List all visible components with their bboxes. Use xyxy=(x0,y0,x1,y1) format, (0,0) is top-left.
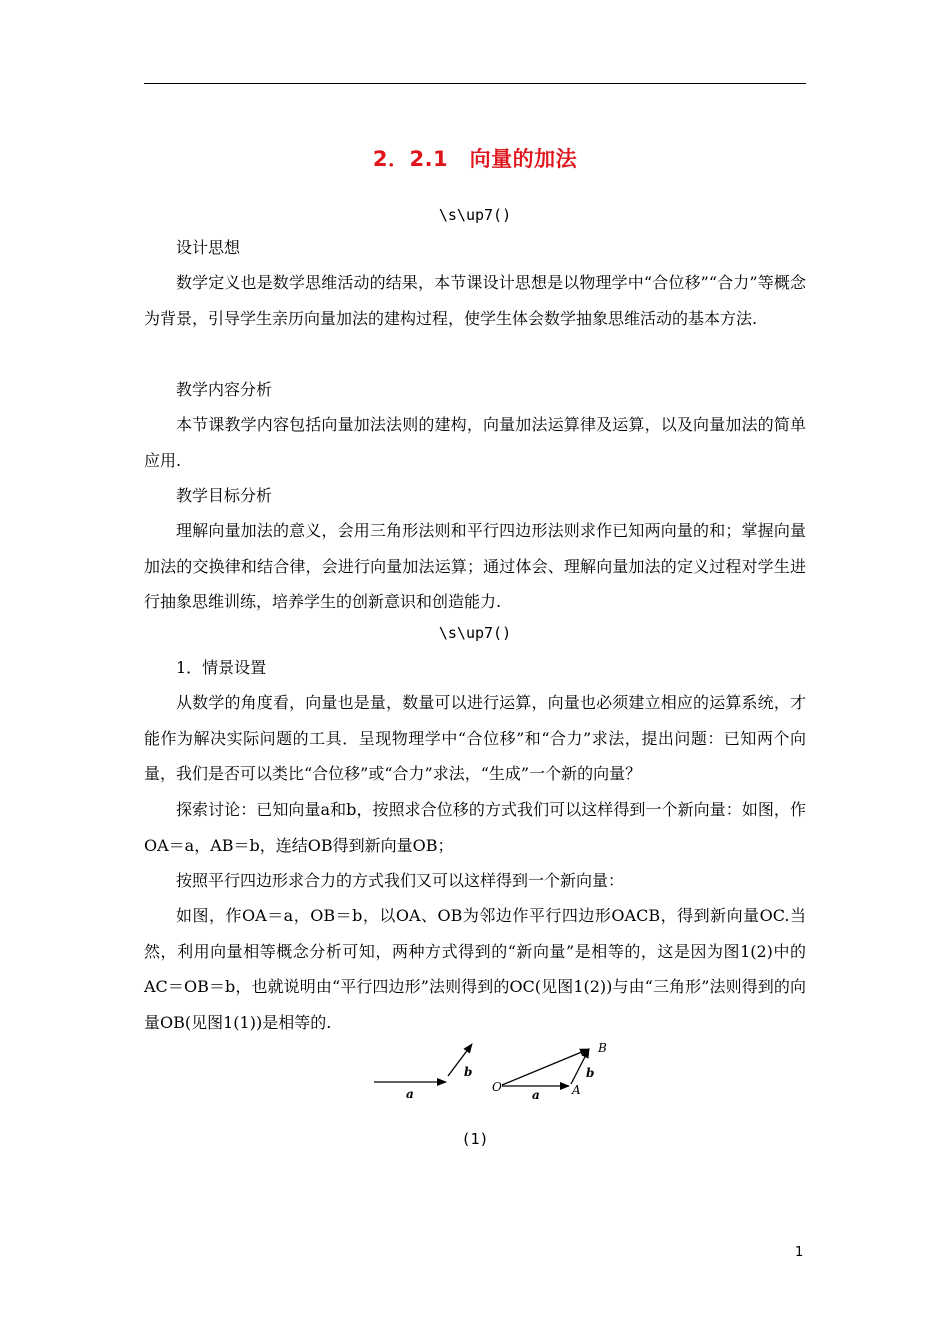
header-rule xyxy=(144,83,806,84)
label-b-right: b xyxy=(586,1066,595,1080)
field-code-2: \s\up7() xyxy=(438,624,512,642)
figure-caption: (1) xyxy=(461,1130,489,1148)
paragraph-content: 本节课教学内容包括向量加法法则的建构，向量加法运算律及运算，以及向量加法的简单应用. xyxy=(144,415,806,470)
heading-goal: 教学目标分析 xyxy=(176,486,273,505)
paragraph-parallel: 按照平行四边形求合力的方式我们又可以这样得到一个新向量： xyxy=(176,871,625,890)
paragraph-figure: 如图，作OA＝a，OB＝b，以OA、OB为邻边作平行四边形OACB，得到新向量OC.当然，利用向量相等概念分析可知，两种方式得到的“新向量”是相等的，这是因为图1(2)中的AC＝OB＝b，也就说明由“平行四边形”法则得到的OC(见图1(2))与由“三角形”法则得到的向量OB(见图1(1))是相等的. xyxy=(144,906,806,1032)
page-title: 2．2.1 向量的加法 xyxy=(372,147,578,171)
label-O: O xyxy=(492,1080,502,1094)
label-B: B xyxy=(598,1041,607,1055)
page-number: 1 xyxy=(795,1245,804,1260)
label-b-left: b xyxy=(464,1065,473,1079)
heading-scene: 1．情景设置 xyxy=(176,658,267,677)
paragraph-goal: 理解向量加法的意义，会用三角形法则和平行四边形法则求作已知两向量的和；掌握向量加法的交换律和结合律，会进行向量加法运算；通过体会、理解向量加法的定义过程对学生进行抽象思维训练，培养学生的创新意识和创造能力. xyxy=(144,521,806,611)
label-a-left: a xyxy=(406,1087,414,1101)
heading-content: 教学内容分析 xyxy=(176,380,273,399)
vector-OB-arrow xyxy=(502,1049,589,1085)
paragraph-explore: 探索讨论：已知向量a和b，按照求合位移的方式我们可以这样得到一个新向量：如图，作OA＝a，AB＝b，连结OB得到新向量OB； xyxy=(144,800,806,855)
field-code-1: \s\up7() xyxy=(438,206,512,224)
vector-addition-figure xyxy=(360,1036,620,1106)
heading-design: 设计思想 xyxy=(176,238,241,257)
paragraph-design: 数学定义也是数学思维活动的结果，本节课设计思想是以物理学中“合位移”“合力”等概念为背景，引导学生亲历向量加法的建构过程，使学生体会数学抽象思维活动的基本方法. xyxy=(144,273,806,328)
label-A: A xyxy=(572,1083,581,1097)
label-a-right: a xyxy=(532,1088,540,1102)
paragraph-scene: 从数学的角度看，向量也是量，数量可以进行运算，向量也必须建立相应的运算系统，才能作为解决实际问题的工具．呈现物理学中“合位移”和“合力”求法，提出问题：已知两个向量，我们是否可以类比“合位移”或“合力”求法，“生成”一个新的向量？ xyxy=(144,693,806,783)
